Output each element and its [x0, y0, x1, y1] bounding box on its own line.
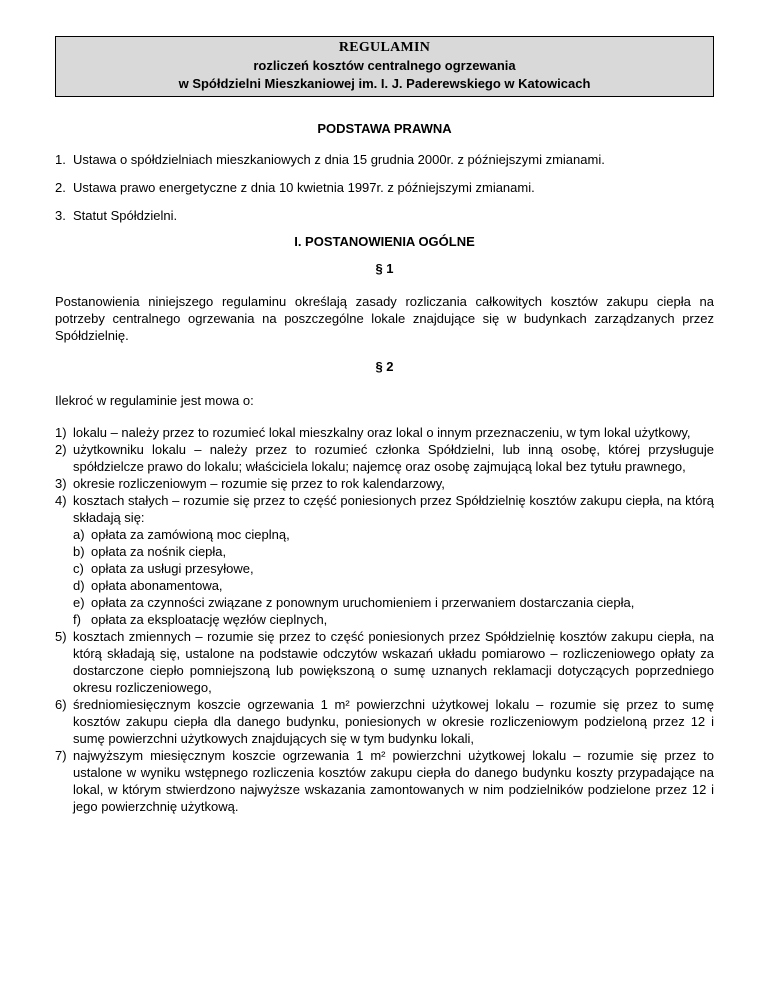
paragraph-2-intro: Ilekroć w regulaminie jest mowa o:: [55, 393, 254, 408]
definition-text: lokalu – należy przez to rozumieć lokal mieszkalny oraz lokal o innym przeznaczeniu, w tym lokal użytkowy,: [73, 425, 691, 440]
document-title: REGULAMIN: [338, 40, 431, 55]
document-subtitle-line2: w Spółdzielni Mieszkaniowej im. I. J. Paderewskiego w Katowicach: [178, 76, 591, 91]
section-heading-general: I. POSTANOWIENIA OGÓLNE: [294, 234, 475, 249]
definition-item: [55, 747, 714, 815]
list-number: 3): [55, 476, 67, 491]
sub-list-text: opłata za usługi przesyłowe,: [91, 561, 254, 576]
list-number: 2): [55, 442, 67, 457]
title-box: [55, 36, 714, 97]
legal-basis-item: [55, 151, 714, 168]
definition-text: kosztach zmiennych – rozumie się przez to część poniesionych przez Spółdzielnię kosztów zakupu ciepła, na którą składają się, ustalone na podstawie odczytów wskazań układu pomiarowo – rozliczeniowego opłaty za dostarczone ciepło pomniejszoną lub powiększoną o sumę uznanych reklamacji dotyczących poprzedniego okresu rozliczeniowego,: [73, 629, 714, 695]
sub-list-letter: c): [73, 561, 84, 576]
document-page: [55, 36, 714, 815]
sub-list-text: opłata za eksploatację węzłów cieplnych,: [91, 612, 328, 627]
list-number: 1.: [55, 152, 66, 167]
list-number: 2.: [55, 180, 66, 195]
sub-list-text: opłata za nośnik ciepła,: [91, 544, 227, 559]
definition-item: [55, 492, 714, 628]
list-number: 1): [55, 425, 67, 440]
fixed-costs-list: [73, 526, 714, 628]
legal-basis-item: [55, 179, 714, 196]
list-number: 3.: [55, 208, 66, 223]
definition-text: średniomiesięcznym koszcie ogrzewania 1 m² powierzchni użytkowej lokalu – rozumie się przez to sumę kosztów zakupu ciepła dla danego budynku, poniesionych w okresie rozliczeniowym podzieloną przez 12 i sumę powierzchni użytkowych znajdujących się w tym budynku lokali,: [73, 697, 714, 746]
list-number: 6): [55, 697, 67, 712]
definition-item: [55, 696, 714, 747]
definition-item: [55, 475, 714, 492]
sub-list-item: [73, 526, 714, 543]
sub-list-letter: b): [73, 544, 85, 559]
definition-text: okresie rozliczeniowym – rozumie się przez to rok kalendarzowy,: [73, 476, 445, 491]
sub-list-letter: a): [73, 527, 85, 542]
paragraph-1-text: Postanowienia niniejszego regulaminu określają zasady rozliczania całkowitych kosztów zakupu ciepła na potrzeby centralnego ogrzewania na poszczególne lokale znajdujące się w budynkach zarządzanych przez Spółdzielnię.: [55, 294, 714, 343]
document-subtitle-line1: rozliczeń kosztów centralnego ogrzewania: [253, 58, 516, 73]
list-text: Ustawa prawo energetyczne z dnia 10 kwietnia 1997r. z późniejszymi zmianami.: [73, 180, 535, 195]
sub-list-item: [73, 611, 714, 628]
paragraph-1-label: § 1: [375, 261, 394, 276]
definition-text: najwyższym miesięcznym koszcie ogrzewania 1 m² powierzchni użytkowej lokalu – rozumie się przez to ustalone w wyniku wstępnego rozliczenia kosztów zakupu ciepła do danego budynku koszty przypadające na lokal, w którym stwierdzono najwyższe wskazania zamontowanych w nim podzielników podzielone przez 12 i jego powierzchnię użytkową.: [73, 748, 714, 814]
sub-list-item: [73, 594, 714, 611]
sub-list-item: [73, 560, 714, 577]
list-number: 4): [55, 493, 67, 508]
paragraph-2-label: § 2: [375, 359, 394, 374]
sub-list-text: opłata abonamentowa,: [91, 578, 223, 593]
legal-basis-list: [55, 151, 714, 224]
sub-list-text: opłata za zamówioną moc cieplną,: [91, 527, 290, 542]
list-number: 5): [55, 629, 67, 644]
sub-list-letter: f): [73, 612, 81, 627]
sub-list-item: [73, 543, 714, 560]
definition-text: użytkowniku lokalu – należy przez to rozumieć członka Spółdzielni, lub inną osobę, której przysługuje spółdzielcze prawo do lokalu; właściciela lokalu; najemcę oraz osobę zajmującą lokal bez tytułu prawnego,: [73, 442, 714, 474]
legal-basis-heading: PODSTAWA PRAWNA: [317, 121, 452, 136]
list-number: 7): [55, 748, 67, 763]
definition-item: [55, 424, 714, 441]
sub-list-letter: e): [73, 595, 85, 610]
definition-body: [73, 492, 714, 628]
sub-list-text: opłata za czynności związane z ponownym uruchomieniem i przerwaniem dostarczania ciepła,: [91, 595, 635, 610]
sub-list-letter: d): [73, 578, 85, 593]
definition-item: [55, 441, 714, 475]
list-text: Statut Spółdzielni.: [73, 208, 178, 223]
list-text: Ustawa o spółdzielniach mieszkaniowych z dnia 15 grudnia 2000r. z późniejszymi zmianami.: [73, 152, 605, 167]
definitions-list: [55, 424, 714, 815]
legal-basis-item: [55, 207, 714, 224]
sub-list-item: [73, 577, 714, 594]
definition-item: [55, 628, 714, 696]
definition-text: kosztach stałych – rozumie się przez to część poniesionych przez Spółdzielnię kosztów zakupu ciepła, na którą składają się:: [73, 493, 714, 525]
